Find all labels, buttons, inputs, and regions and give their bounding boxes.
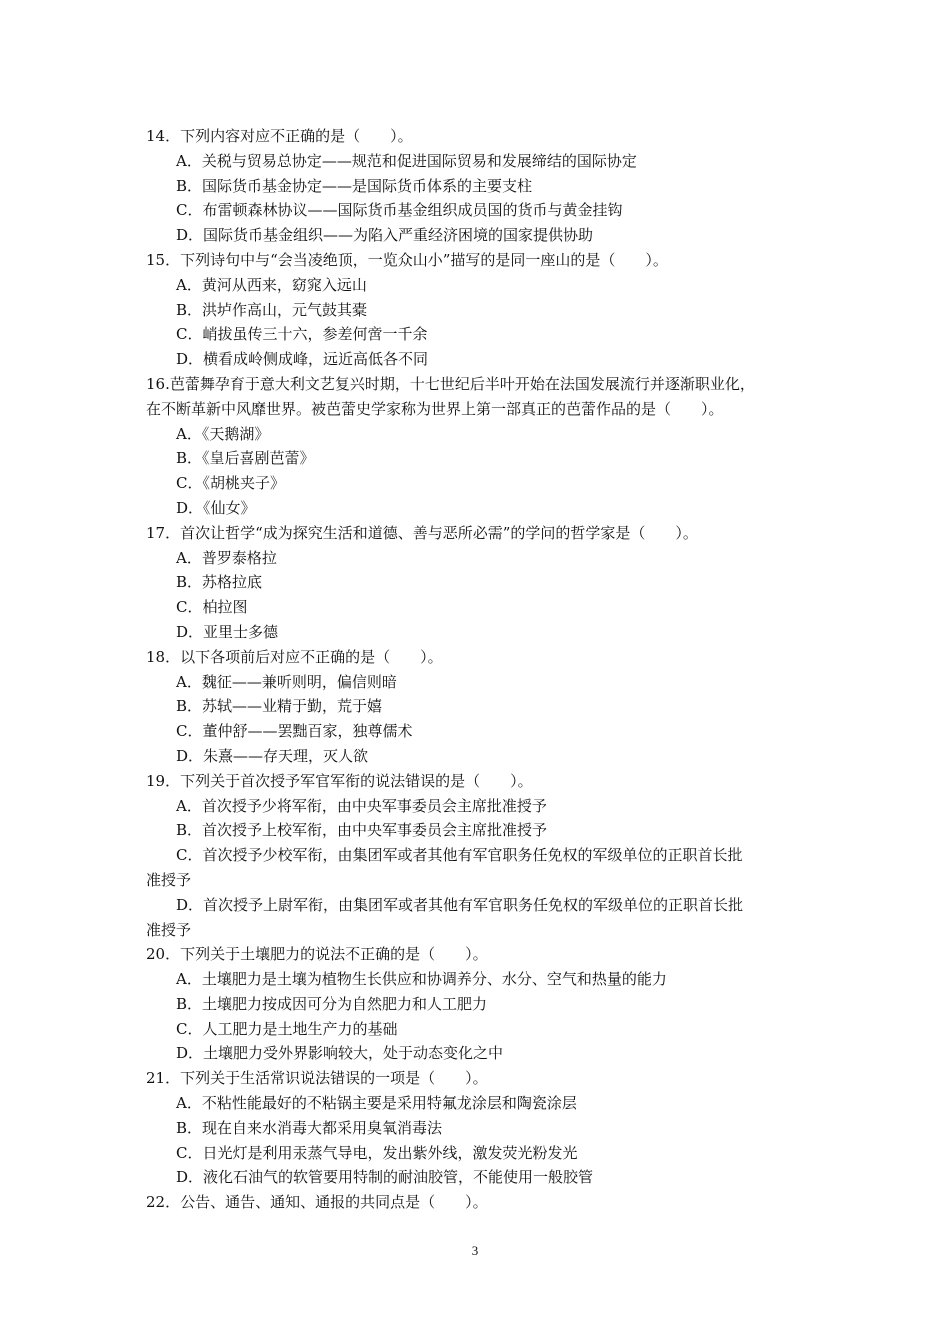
answer-option: 准授予 <box>146 920 192 939</box>
answer-option: D．《仙女》 <box>176 498 256 517</box>
question-stem: 15．下列诗句中与“会当凌绝顶，一览众山小”描写的是同一座山的是（ ）。 <box>146 250 668 269</box>
question <box>146 942 826 1066</box>
question-stem: 在不断革新中风靡世界。被芭蕾史学家称为世界上第一部真正的芭蕾作品的是（ ）。 <box>146 399 724 418</box>
answer-option: 准授予 <box>146 870 192 889</box>
page-number: 3 <box>471 1243 479 1258</box>
question-stem: 18．以下各项前后对应不正确的是（ ）。 <box>146 647 443 666</box>
question <box>146 124 826 248</box>
question-stem: 21．下列关于生活常识说法错误的一项是（ ）。 <box>146 1069 488 1088</box>
answer-option: D．液化石油气的软管要用特制的耐油胶管，不能使用一般胶管 <box>176 1168 594 1187</box>
question <box>146 521 826 645</box>
answer-option: A．不粘性能最好的不粘锅主要是采用特氟龙涂层和陶瓷涂层 <box>176 1094 577 1113</box>
question <box>146 372 826 521</box>
answer-option: B．苏格拉底 <box>176 573 263 592</box>
answer-option: D．国际货币基金组织——为陷入严重经济困境的国家提供协助 <box>176 226 594 245</box>
answer-option: A．土壤肥力是土壤为植物生长供应和协调养分、水分、空气和热量的能力 <box>176 970 667 989</box>
question-stem: 14．下列内容对应不正确的是（ ）。 <box>146 127 413 145</box>
answer-option: D．横看成岭侧成峰，远近高低各不同 <box>176 350 429 369</box>
answer-option: A．关税与贸易总协定——规范和促进国际贸易和发展缔结的国际协定 <box>176 151 637 170</box>
answer-option: B．国际货币基金协定——是国际货币体系的主要支柱 <box>176 176 533 195</box>
answer-option: C．董仲舒——罢黜百家，独尊儒术 <box>176 722 413 741</box>
answer-option: B．《皇后喜剧芭蕾》 <box>176 449 315 468</box>
question <box>146 1066 826 1190</box>
answer-option: B．现在自来水消毒大都采用臭氧消毒法 <box>176 1118 443 1137</box>
question-stem: 19．下列关于首次授予军官军衔的说法错误的是（ ）。 <box>146 771 533 790</box>
question-stem: 17．首次让哲学“成为探究生活和道德、善与恶所必需”的学问的哲学家是（ ）。 <box>146 523 698 542</box>
answer-option: C．日光灯是利用汞蒸气导电，发出紫外线，激发荧光粉发光 <box>176 1143 578 1162</box>
answer-option: A．首次授予少将军衔，由中央军事委员会主席批准授予 <box>176 796 547 815</box>
answer-option: B．土壤肥力按成因可分为自然肥力和人工肥力 <box>176 994 488 1013</box>
question-stem: 16.芭蕾舞孕育于意大利文艺复兴时期，十七世纪后半叶开始在法国发展流行并逐渐职业化， <box>146 374 755 393</box>
question <box>146 1190 826 1215</box>
answer-option: C．首次授予少校军衔，由集团军或者其他有军官职务任免权的军级单位的正职首长批 <box>176 846 743 865</box>
question-list <box>146 124 826 1215</box>
answer-option: B．首次授予上校军衔，由中央军事委员会主席批准授予 <box>176 821 548 840</box>
answer-option: C．布雷顿森林协议——国际货币基金组织成员国的货币与黄金挂钩 <box>176 201 623 220</box>
answer-option: B．洪垆作高山，元气鼓其橐 <box>176 300 368 319</box>
answer-option: A．普罗泰格拉 <box>176 548 277 567</box>
answer-option: C．《胡桃夹子》 <box>176 474 285 493</box>
question <box>146 248 826 372</box>
answer-option: C．柏拉图 <box>176 598 248 617</box>
answer-option: D．朱熹——存天理，灭人欲 <box>176 746 369 765</box>
answer-option: C．人工肥力是土地生产力的基础 <box>176 1019 398 1038</box>
answer-option: C．峭拔虽传三十六，参差何啻一千余 <box>176 325 428 344</box>
question-stem: 20．下列关于土壤肥力的说法不正确的是（ ）。 <box>146 945 488 964</box>
answer-option: D．土壤肥力受外界影响较大，处于动态变化之中 <box>176 1044 504 1063</box>
answer-option: A．黄河从西来，窈窕入远山 <box>176 275 367 294</box>
question-stem: 22．公告、通告、通知、通报的共同点是（ ）。 <box>146 1193 488 1212</box>
answer-option: D．亚里士多德 <box>176 622 279 641</box>
answer-option: A．魏征——兼听则明，偏信则暗 <box>176 672 397 691</box>
question <box>146 769 826 943</box>
question <box>146 645 826 769</box>
answer-option: B．苏轼——业精于勤，荒于嬉 <box>176 697 383 716</box>
answer-option: D．首次授予上尉军衔，由集团军或者其他有军官职务任免权的军级单位的正职首长批 <box>176 895 744 914</box>
answer-option: A．《天鹅湖》 <box>176 424 270 443</box>
